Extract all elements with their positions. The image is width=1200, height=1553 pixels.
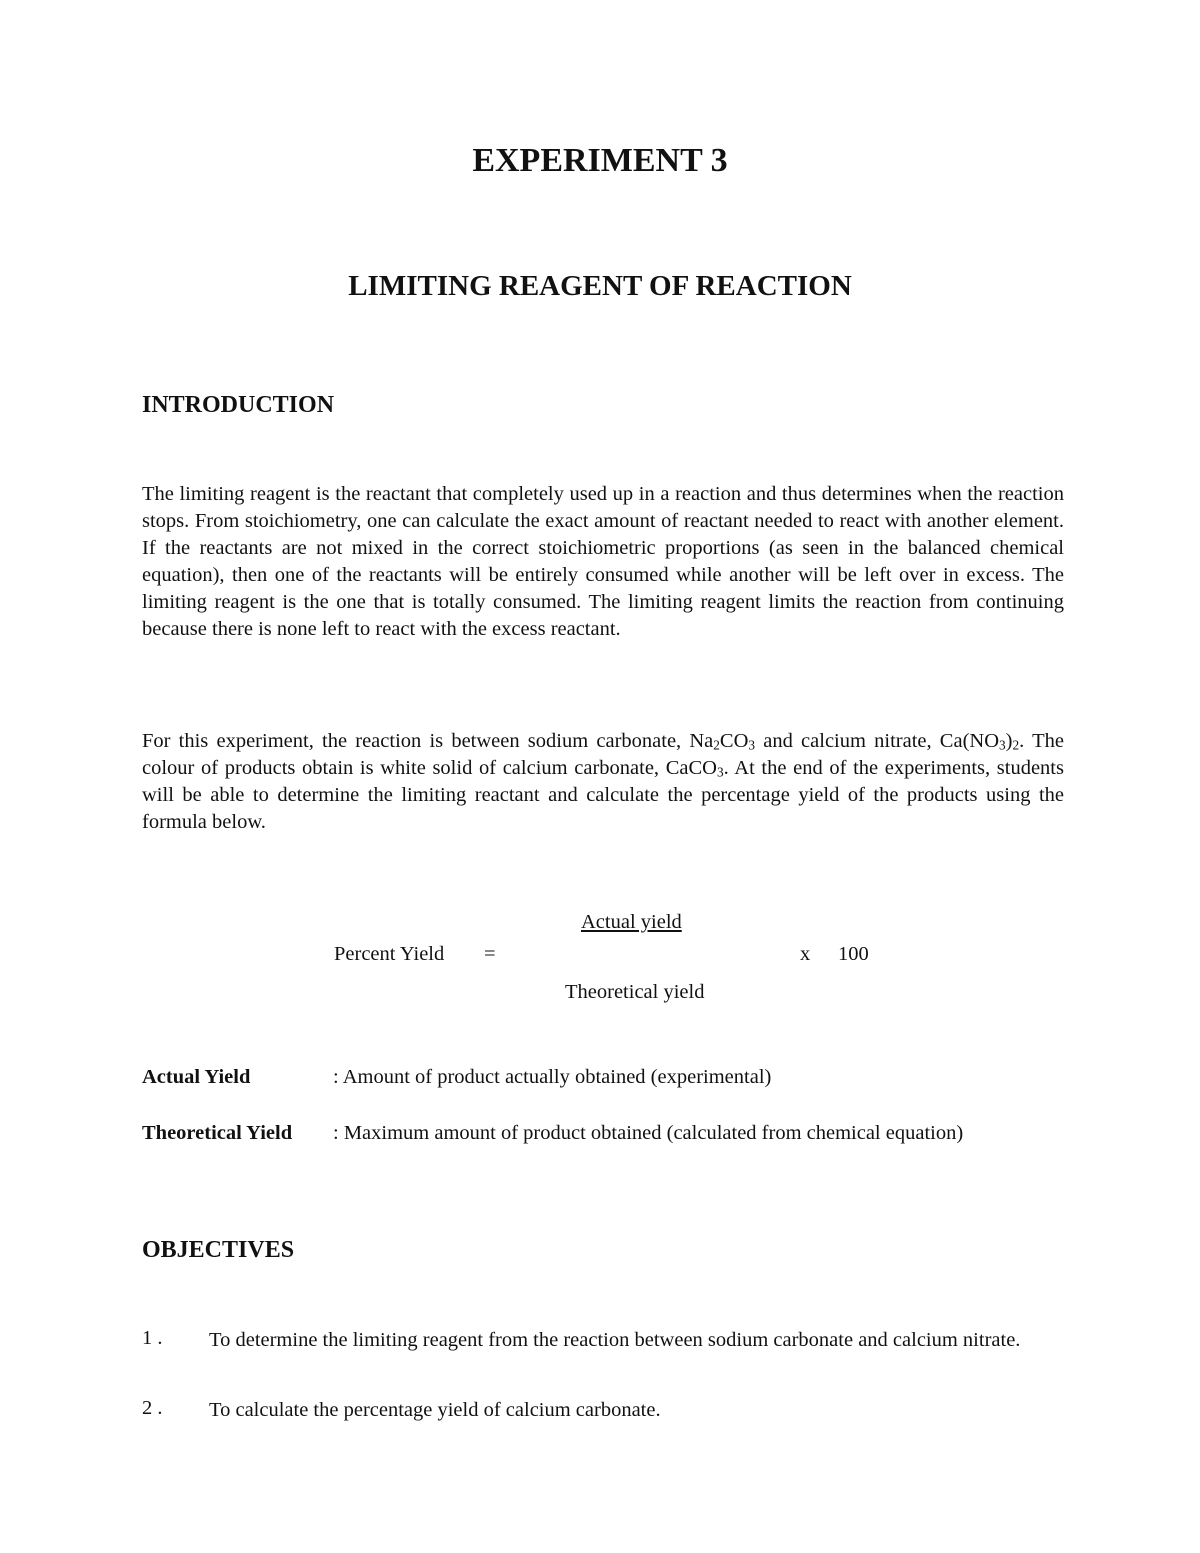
paragraph-2-text: ) bbox=[1005, 730, 1013, 752]
objective-number-2: 2 . bbox=[142, 1397, 163, 1419]
introduction-paragraph-1: The limiting reagent is the reactant that completely used up in a reaction and thus determines when the reaction stops. From stoichiometry, one can calculate the exact amount of reactant needed to react with another element. If the reactants are not mixed in the correct stoichiometric proportions (as seen in the balanced chemical equation), then one of the reactants will be entirely consumed while another will be left over in excess. The limiting reagent is the one that is totally consumed. The limiting reagent limits the reaction from continuing because there is none left to react with the excess reactant. bbox=[142, 483, 1064, 640]
objectives-heading: OBJECTIVES bbox=[142, 1237, 295, 1263]
subscript: 2 bbox=[1012, 737, 1020, 753]
definition-description-theoretical-yield: : Maximum amount of product obtained (calculated from chemical equation) bbox=[333, 1122, 964, 1144]
formula-numerator: Actual yield bbox=[581, 911, 682, 933]
definition-term-theoretical-yield: Theoretical Yield bbox=[142, 1122, 293, 1144]
introduction-heading: INTRODUCTION bbox=[142, 392, 335, 418]
paragraph-2-text: and calcium nitrate, Ca(NO bbox=[755, 730, 1000, 752]
document-title: EXPERIMENT 3 bbox=[472, 142, 728, 179]
objective-text-1: To determine the limiting reagent from the reaction between sodium carbonate and calcium nitrate. bbox=[209, 1329, 1021, 1351]
subscript: 3 bbox=[748, 737, 756, 753]
subscript: 2 bbox=[713, 737, 720, 753]
subscript: 3 bbox=[716, 764, 724, 780]
paragraph-2-text: . At the end of the experiments, students will be able to determine the limiting reactant and calculate the percentage yield of the products using the formula below. bbox=[142, 757, 1064, 833]
formula-multiplier: 100 bbox=[838, 943, 869, 965]
definition-description-actual-yield: : Amount of product actually obtained (experimental) bbox=[333, 1066, 772, 1088]
document-subtitle: LIMITING REAGENT OF REACTION bbox=[348, 270, 852, 302]
objective-text-2: To calculate the percentage yield of calcium carbonate. bbox=[209, 1399, 661, 1421]
paragraph-2-text: For this experiment, the reaction is between sodium carbonate, Na bbox=[142, 730, 714, 752]
objective-number-1: 1 . bbox=[142, 1327, 163, 1349]
introduction-paragraph-2 bbox=[142, 728, 1064, 836]
definition-term-actual-yield: Actual Yield bbox=[142, 1066, 251, 1088]
formula-denominator: Theoretical yield bbox=[565, 981, 705, 1003]
formula-equals: = bbox=[484, 943, 496, 965]
formula-times: x bbox=[800, 943, 811, 965]
paragraph-2-text: . The colour of products obtain is white solid of calcium carbonate, CaCO bbox=[142, 730, 1064, 779]
subscript: 3 bbox=[999, 737, 1006, 753]
formula-label: Percent Yield bbox=[334, 943, 445, 965]
paragraph-2-text: CO bbox=[719, 730, 749, 752]
